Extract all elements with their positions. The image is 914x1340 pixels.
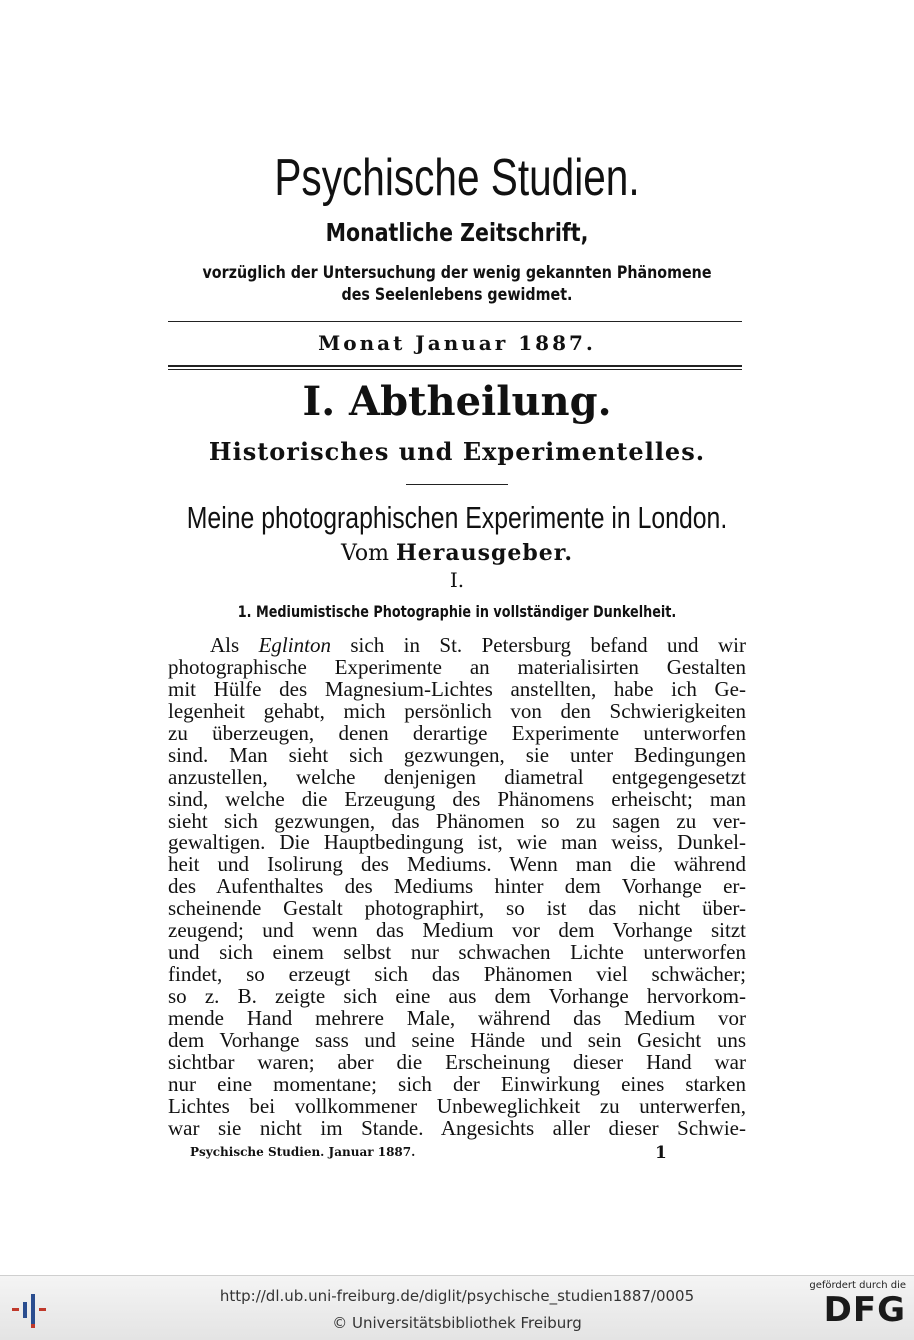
body-name-eglinton: Eglinton: [258, 633, 331, 657]
body-line: findet, so erzeugt sich das Phänomen viel schwächer;: [168, 962, 746, 987]
body-line: sieht sich gezwungen, das Phänomen so zu sagen zu ver-: [168, 808, 746, 833]
section-title: I. Abtheilung.: [302, 378, 612, 425]
body-line: dem Vorhange sass und seine Hände und sein Gesicht uns: [168, 1027, 746, 1052]
article-part: I.: [449, 568, 465, 592]
dfg-logo[interactable]: [802, 1280, 906, 1336]
body-line: zeugend; und wenn das Medium vor dem Vorhange sitzt: [168, 918, 746, 943]
running-footer-title: Psychische Studien. Januar 1887.: [190, 1145, 416, 1159]
body-line: Als Eglinton sich in St. Petersburg befand und wir: [210, 633, 746, 657]
body-line: anzustellen, welche denjenigen diametral entgegengesetzt: [168, 764, 746, 789]
dfg-logo-text: DFG: [823, 1290, 906, 1330]
journal-dedication: [73, 262, 841, 306]
byline-name: Herausgeber.: [395, 540, 573, 566]
journal-title: Psychische Studien.: [274, 149, 640, 207]
body-line: heit und Isolirung des Mediums. Wenn man die während: [168, 852, 746, 877]
dfg-sponsor-text: gefördert durch die: [809, 1280, 906, 1291]
body-line: sind. Man sieht sich gezwungen, sie unter Bedingungen: [168, 742, 746, 767]
rule-top: [168, 321, 742, 322]
body-line: und sich einem selbst nur schwachen Lichte unterworfen: [168, 940, 746, 965]
permalink-url[interactable]: http://dl.ub.uni-freiburg.de/diglit/psychische_studien1887/0005: [219, 1287, 695, 1305]
body-line: legenheit gehabt, mich persönlich von den Schwierigkeiten: [168, 698, 746, 723]
viewer-footer-bar: [0, 1275, 914, 1340]
body-line: war sie nicht im Stande. Angesichts aller dieser Schwie-: [168, 1115, 746, 1140]
body-line: sichtbar waren; aber die Erscheinung dieser Hand war: [168, 1049, 746, 1074]
body-line: scheinende Gestalt photographirt, so ist das nicht über-: [168, 896, 746, 921]
body-line: nur eine momentane; sich der Einwirkung eines starken: [168, 1071, 746, 1096]
dedication-line-1: vorzüglich der Untersuchung der wenig gekannten Phänomene: [202, 263, 712, 283]
byline-prefix: Vom: [341, 541, 389, 566]
article-body: [168, 635, 746, 1140]
journal-subtitle: Monatliche Zeitschrift,: [325, 218, 589, 247]
copyright-notice: © Universitätsbibliothek Freiburg: [332, 1314, 582, 1332]
page-number: 1: [655, 1143, 667, 1163]
body-line: mit Hülfe des Magnesium-Lichtes anstellten, habe ich Ge-: [168, 676, 746, 701]
rule-double-thin: [168, 369, 742, 370]
body-line: gewaltigen. Die Hauptbedingung ist, wie man weiss, Dunkel-: [168, 830, 746, 855]
body-line: mende Hand mehrere Male, während das Medium vor: [168, 1005, 746, 1030]
body-line: so z. B. zeigte sich eine aus dem Vorhange hervorkom-: [168, 984, 746, 1008]
article-title: Meine photographischen Experimente in London.: [186, 500, 728, 535]
rule-double-thick: [168, 365, 742, 367]
rule-short: [406, 484, 508, 485]
body-line: zu überzeugen, denen derartige Experimente unterworfen: [168, 720, 746, 745]
body-line: des Aufenthaltes des Mediums hinter dem Vorhange er-: [168, 874, 746, 899]
subsection-heading: 1. Mediumistische Photographie in vollständiger Dunkelheit.: [237, 602, 677, 621]
body-line: photographische Experimente an materialisirten Gestalten: [168, 654, 746, 679]
body-line: sind, welche die Erzeugung des Phänomens erheischt; man: [168, 786, 746, 811]
article-byline: [0, 540, 914, 566]
section-subtitle: Historisches und Experimentelles.: [208, 437, 706, 466]
issue-month: Monat Januar 1887.: [318, 331, 596, 355]
body-line: Lichtes bei vollkommener Unbeweglichkeit zu unterwerfen,: [168, 1093, 746, 1118]
dedication-line-2: des Seelenlebens gewidmet.: [341, 285, 573, 305]
